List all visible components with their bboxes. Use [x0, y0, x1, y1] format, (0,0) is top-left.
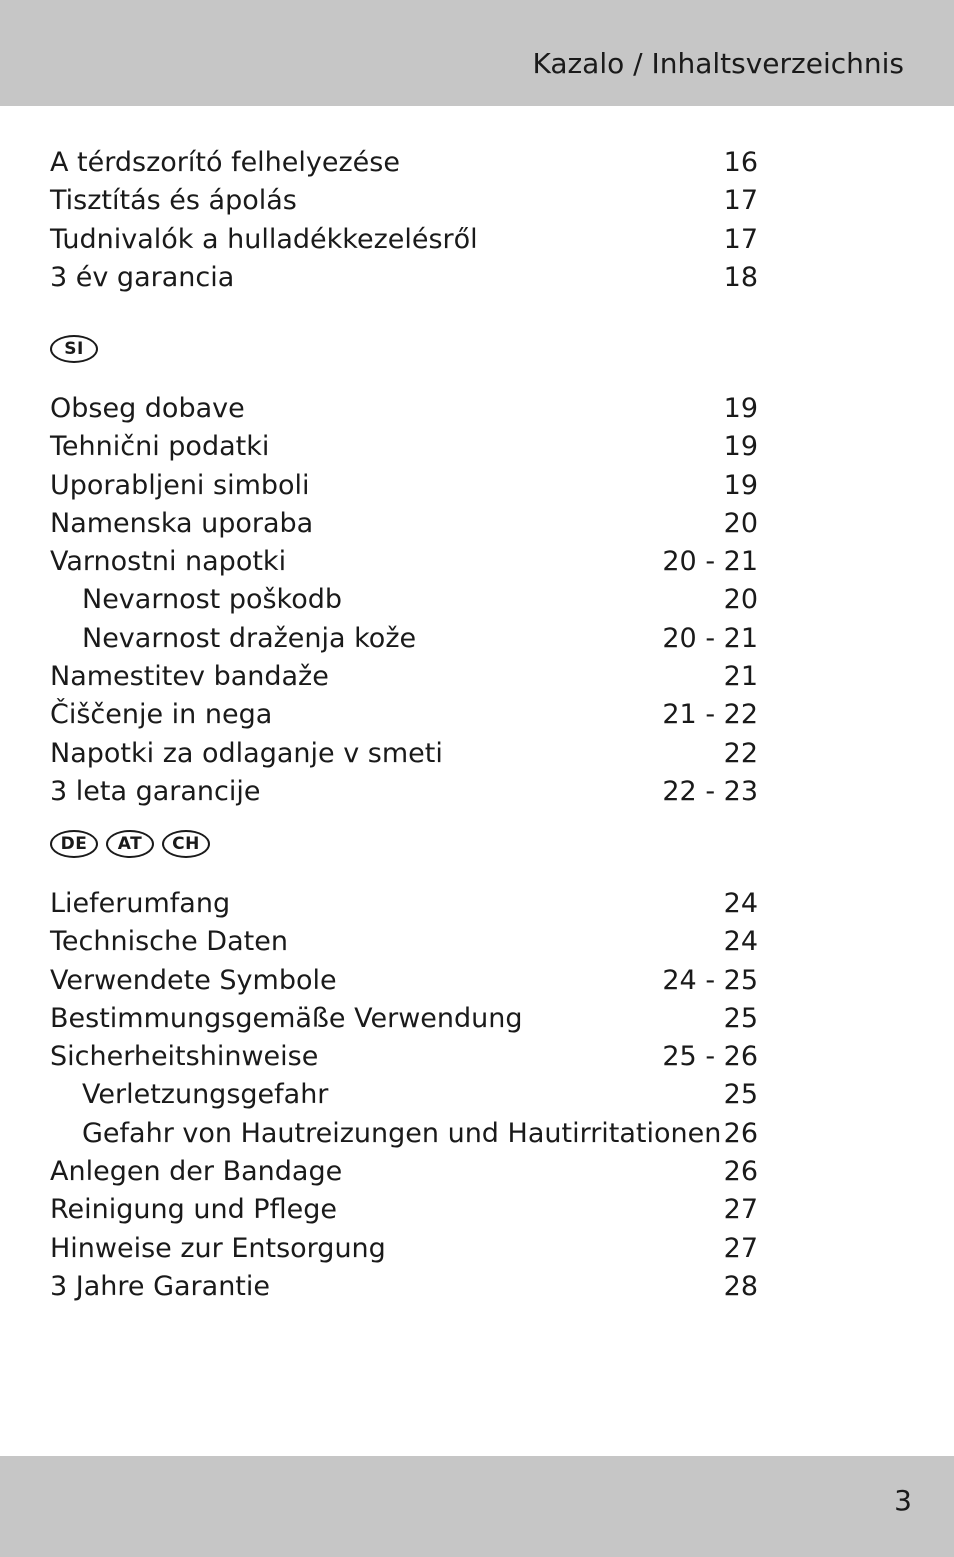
toc-entry-title: Tisztítás és ápolás [50, 185, 297, 217]
page-number: 3 [894, 1484, 912, 1517]
toc-entry-title: Bestimmungsgemäße Verwendung [50, 1002, 523, 1034]
toc-entry-page: 20 [723, 507, 758, 539]
toc-entry-title: Technische Daten [50, 926, 288, 958]
toc-entry [50, 923, 758, 961]
toc-entry-title: Tehnični podatki [50, 431, 270, 463]
toc-subentry [50, 1115, 758, 1153]
toc-entry-title: 3 leta garancije [50, 775, 261, 807]
toc-section-hungarian [50, 144, 758, 297]
toc-entry-title: Namenska uporaba [50, 507, 314, 539]
country-badges [50, 335, 758, 369]
toc-entry-page: 21 [723, 661, 758, 693]
toc-entry-title: Lieferumfang [50, 888, 231, 919]
page-footer [0, 1456, 954, 1557]
toc-entry-title: Obseg dobave [50, 393, 245, 424]
toc-entry-title: Nevarnost draženja kože [82, 622, 417, 654]
toc-section-slovenian [50, 335, 758, 811]
toc-entry-title: A térdszorító felhelyezése [50, 147, 400, 178]
toc-entry-page: 24 - 25 [662, 964, 758, 996]
toc-entry-page: 19 [723, 469, 758, 501]
toc-entry-page: 19 [723, 431, 758, 463]
toc-subentry [50, 1076, 758, 1114]
toc-entry [50, 505, 758, 543]
toc-entry-title: Anlegen der Bandage [50, 1156, 343, 1188]
toc-entry-page: 20 [723, 584, 758, 616]
toc-entry-title: Napotki za odlaganje v smeti [50, 737, 443, 769]
toc-entry-page: 25 - 26 [662, 1041, 758, 1073]
toc-subentry [50, 620, 758, 658]
country-code-badge: SI [50, 335, 98, 363]
toc-entry [50, 1268, 758, 1306]
toc-entry-page: 20 - 21 [662, 622, 758, 654]
toc-entry-page: 27 [723, 1232, 758, 1264]
toc-entry-page: 24 [723, 926, 758, 958]
toc-entry-page: 26 [723, 1156, 758, 1188]
toc-entry [50, 773, 758, 811]
toc-entry [50, 467, 758, 505]
toc-entry-page: 25 [723, 1002, 758, 1034]
toc-entry [50, 259, 758, 297]
toc-entry-title: Hinweise zur Entsorgung [50, 1232, 386, 1264]
toc-entry-title: Reinigung und Pflege [50, 1194, 337, 1226]
toc-entry [50, 1038, 758, 1076]
toc-entry [50, 182, 758, 220]
toc-entry-page: 22 - 23 [662, 775, 758, 807]
country-code-badge: CH [162, 830, 210, 858]
toc-entry-page: 28 [723, 1270, 758, 1302]
toc-entry [50, 696, 758, 734]
toc-entry-title: Sicherheitshinweise [50, 1041, 319, 1073]
toc-entry [50, 144, 758, 182]
toc-entry-title: 3 év garancia [50, 261, 235, 293]
page-title: Kazalo / Inhaltsverzeichnis [532, 47, 904, 80]
toc-entry [50, 885, 758, 923]
toc-entry-title: Namestitev bandaže [50, 661, 329, 693]
toc-entry-page: 27 [723, 1194, 758, 1226]
toc-entry-title: Nevarnost poškodb [82, 584, 343, 616]
toc-entry-page: 26 [723, 1117, 758, 1149]
toc-entry-page: 17 [723, 223, 758, 255]
toc-entry [50, 428, 758, 466]
toc-entry-page: 19 [723, 393, 758, 424]
toc-entry-page: 25 [723, 1079, 758, 1111]
toc-entry-page: 21 - 22 [662, 699, 758, 731]
country-code-badge: DE [50, 830, 98, 858]
toc-entry-page: 20 - 21 [662, 546, 758, 578]
toc-entry-title: Tudnivalók a hulladékkezelésről [50, 223, 478, 255]
toc-entry-title: Varnostni napotki [50, 546, 287, 578]
country-code-badge: AT [106, 830, 154, 858]
toc-entry-title: Čiščenje in nega [50, 699, 273, 731]
toc-entry-title: Verwendete Symbole [50, 964, 337, 996]
toc-entry [50, 962, 758, 1000]
toc-entry [50, 1000, 758, 1038]
toc-entry-page: 18 [723, 261, 758, 293]
toc-entry-title: Uporabljeni simboli [50, 469, 310, 501]
toc-entry [50, 1153, 758, 1191]
toc-entry [50, 390, 758, 428]
toc-entry-title: Verletzungsgefahr [82, 1079, 329, 1111]
country-badges [50, 830, 758, 864]
toc-section-german [50, 830, 758, 1306]
toc-entry [50, 1230, 758, 1268]
toc-entry [50, 221, 758, 259]
toc-entry [50, 1191, 758, 1229]
toc-entry [50, 543, 758, 581]
toc-entry-page: 24 [723, 888, 758, 919]
toc-entry-page: 22 [723, 737, 758, 769]
toc-entry-page: 16 [723, 147, 758, 178]
toc-entry-title: Gefahr von Hautreizungen und Hautirritationen [82, 1117, 722, 1149]
toc-subentry [50, 581, 758, 619]
toc-entry [50, 735, 758, 773]
toc-entry-page: 17 [723, 185, 758, 217]
toc-entry-title: 3 Jahre Garantie [50, 1270, 271, 1302]
toc-entry [50, 658, 758, 696]
